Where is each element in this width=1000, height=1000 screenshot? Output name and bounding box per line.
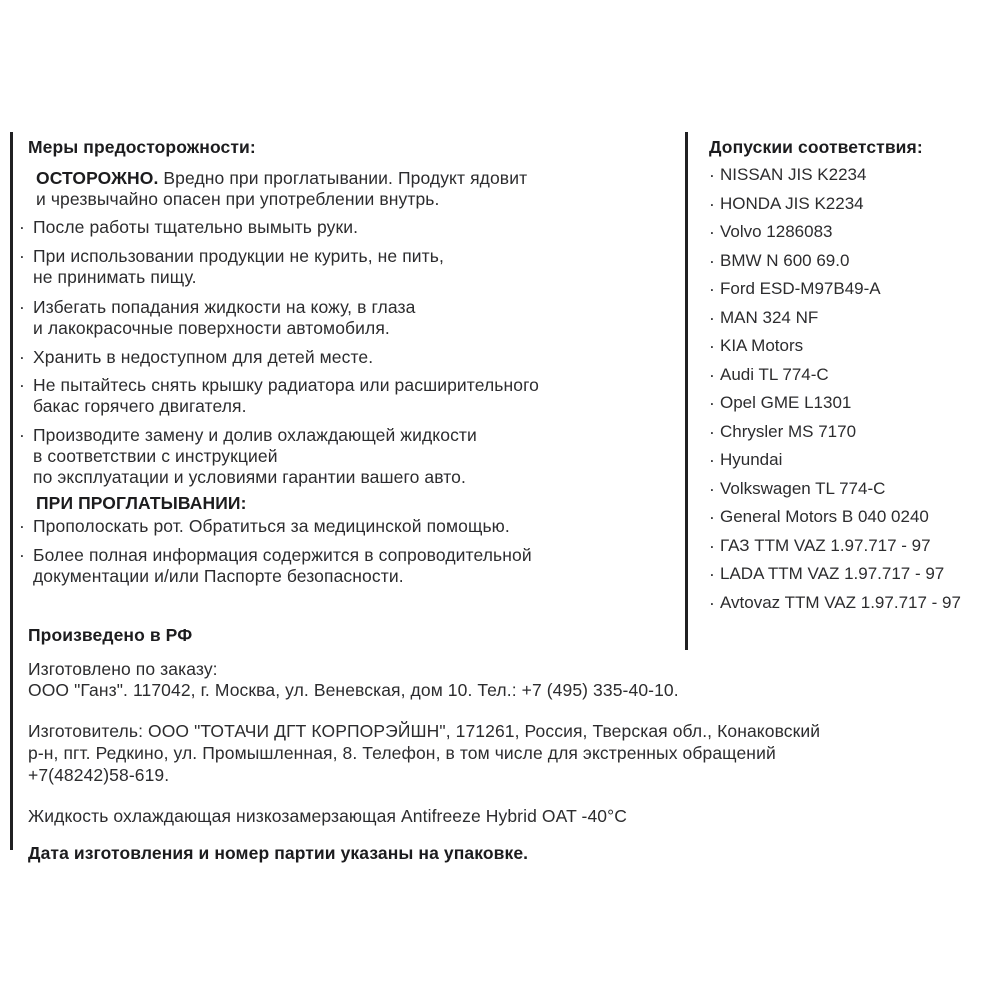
bullet-marker: · <box>709 592 715 613</box>
ordered-by-text: ООО "Ганз". 117042, г. Москва, ул. Веневская, дом 10. Тел.: +7 (495) 335-40-10. <box>28 680 679 700</box>
bullet-marker: · <box>709 279 715 299</box>
list-item-line: документации и/или Паспорте безопасности. <box>33 566 404 586</box>
bullet-marker: · <box>19 425 25 445</box>
bullet-marker: · <box>19 545 25 565</box>
bullet-marker: · <box>709 450 715 470</box>
list-item-line: Хранить в недоступном для детей месте. <box>33 347 374 367</box>
made-in-label: Произведено в РФ <box>28 625 193 645</box>
ordered-label: Изготовлено по заказу: <box>28 659 218 679</box>
list-item-line: и лакокрасочные поверхности автомобиля. <box>33 318 390 338</box>
manufacturer-line-2: р-н, пгт. Редкино, ул. Промышленная, 8. Телефон, в том числе для экстренных обращений <box>28 743 776 763</box>
bullet-marker: · <box>709 564 715 584</box>
list-item-line: бакас горячего двигателя. <box>33 396 247 416</box>
certification-item: Opel GME L1301 <box>720 393 852 412</box>
date-note: Дата изготовления и номер партии указаны на упаковке. <box>28 843 529 863</box>
bullet-marker: · <box>19 246 25 266</box>
list-item-line: Более полная информация содержится в сопроводительной <box>33 545 532 565</box>
certification-item: Volvo 1286083 <box>720 222 833 241</box>
warning-label: ОСТОРОЖНО. <box>36 168 159 188</box>
bullet-marker: · <box>19 347 25 367</box>
product-name: Жидкость охлаждающая низкозамерзающая Antifreeze Hybrid OAT -40°C <box>28 806 627 826</box>
precautions-heading: Меры предосторожности: <box>28 137 256 157</box>
bullet-marker: · <box>709 307 715 328</box>
bullet-marker: · <box>709 535 715 556</box>
list-item-line: Производите замену и долив охлаждающей жидкости <box>33 425 477 445</box>
certifications-heading: Допускии соответствия: <box>709 137 923 157</box>
bullet-marker: · <box>709 250 715 271</box>
bullet-marker: · <box>709 364 715 385</box>
list-item-line: Избегать попадания жидкости на кожу, в глаза <box>33 297 416 317</box>
certification-item: NISSAN JIS K2234 <box>720 165 867 184</box>
bullet-marker: · <box>19 375 25 395</box>
bullet-marker: · <box>709 421 715 442</box>
list-item-line: После работы тщательно вымыть руки. <box>33 217 359 237</box>
list-item-line: не принимать пищу. <box>33 267 197 287</box>
list-item-line: Не пытайтесь снять крышку радиатора или расширительного <box>33 375 540 395</box>
warning-line-2: и чрезвычайно опасен при употреблении внутрь. <box>36 189 440 209</box>
warning-line-1 <box>36 168 527 188</box>
bullet-marker: · <box>709 393 715 413</box>
certification-item: MAN 324 NF <box>720 307 819 327</box>
bullet-marker: · <box>709 478 715 499</box>
certification-item: ГАЗ ТТМ VAZ 1.97.717 - 97 <box>720 535 931 555</box>
list-item-line: При использовании продукции не курить, не пить, <box>33 246 444 266</box>
bullet-marker: · <box>19 297 25 317</box>
warning-text: Вредно при проглатывании. Продукт ядовит <box>163 168 528 188</box>
column-divider <box>685 132 688 650</box>
certification-item: Audi TL 774-C <box>720 364 829 384</box>
list-item-line: Прополоскать рот. Обратиться за медицинской помощью. <box>33 516 510 536</box>
certification-item: Volkswagen TL 774-C <box>720 478 886 498</box>
bullet-marker: · <box>19 217 25 237</box>
manufacturer-line-3: +7(48242)58-619. <box>28 765 170 785</box>
bullet-marker: · <box>709 507 715 527</box>
bullet-marker: · <box>709 336 715 356</box>
certification-item: General Motors B 040 0240 <box>720 507 929 526</box>
list-item-line: в соответствии с инструкцией <box>33 446 278 466</box>
certification-item: BMW N 600 69.0 <box>720 250 850 270</box>
bullet-marker: · <box>709 222 715 242</box>
certification-item: HONDA JIS K2234 <box>720 193 864 213</box>
manufacturer-line-1: Изготовитель: ООО "ТОТАЧИ ДГТ КОРПОРЭЙШН", 171261, Россия, Тверская обл., Конаковский <box>28 721 821 741</box>
certification-item: LADA TTM VAZ 1.97.717 - 97 <box>720 564 945 583</box>
certification-item: Hyundai <box>720 450 783 469</box>
left-border-line <box>10 132 13 850</box>
swallow-heading: ПРИ ПРОГЛАТЫВАНИИ: <box>36 493 247 513</box>
certification-item: Chrysler MS 7170 <box>720 421 857 441</box>
bullet-marker: · <box>709 165 715 185</box>
bullet-marker: · <box>19 516 25 536</box>
certification-item: KIA Motors <box>720 336 804 355</box>
certification-item: Avtovaz TTM VAZ 1.97.717 - 97 <box>720 592 961 612</box>
bullet-marker: · <box>709 193 715 214</box>
certification-item: Ford ESD-M97B49-A <box>720 279 881 298</box>
list-item-line: по эксплуатации и условиями гарантии вашего авто. <box>33 467 466 487</box>
